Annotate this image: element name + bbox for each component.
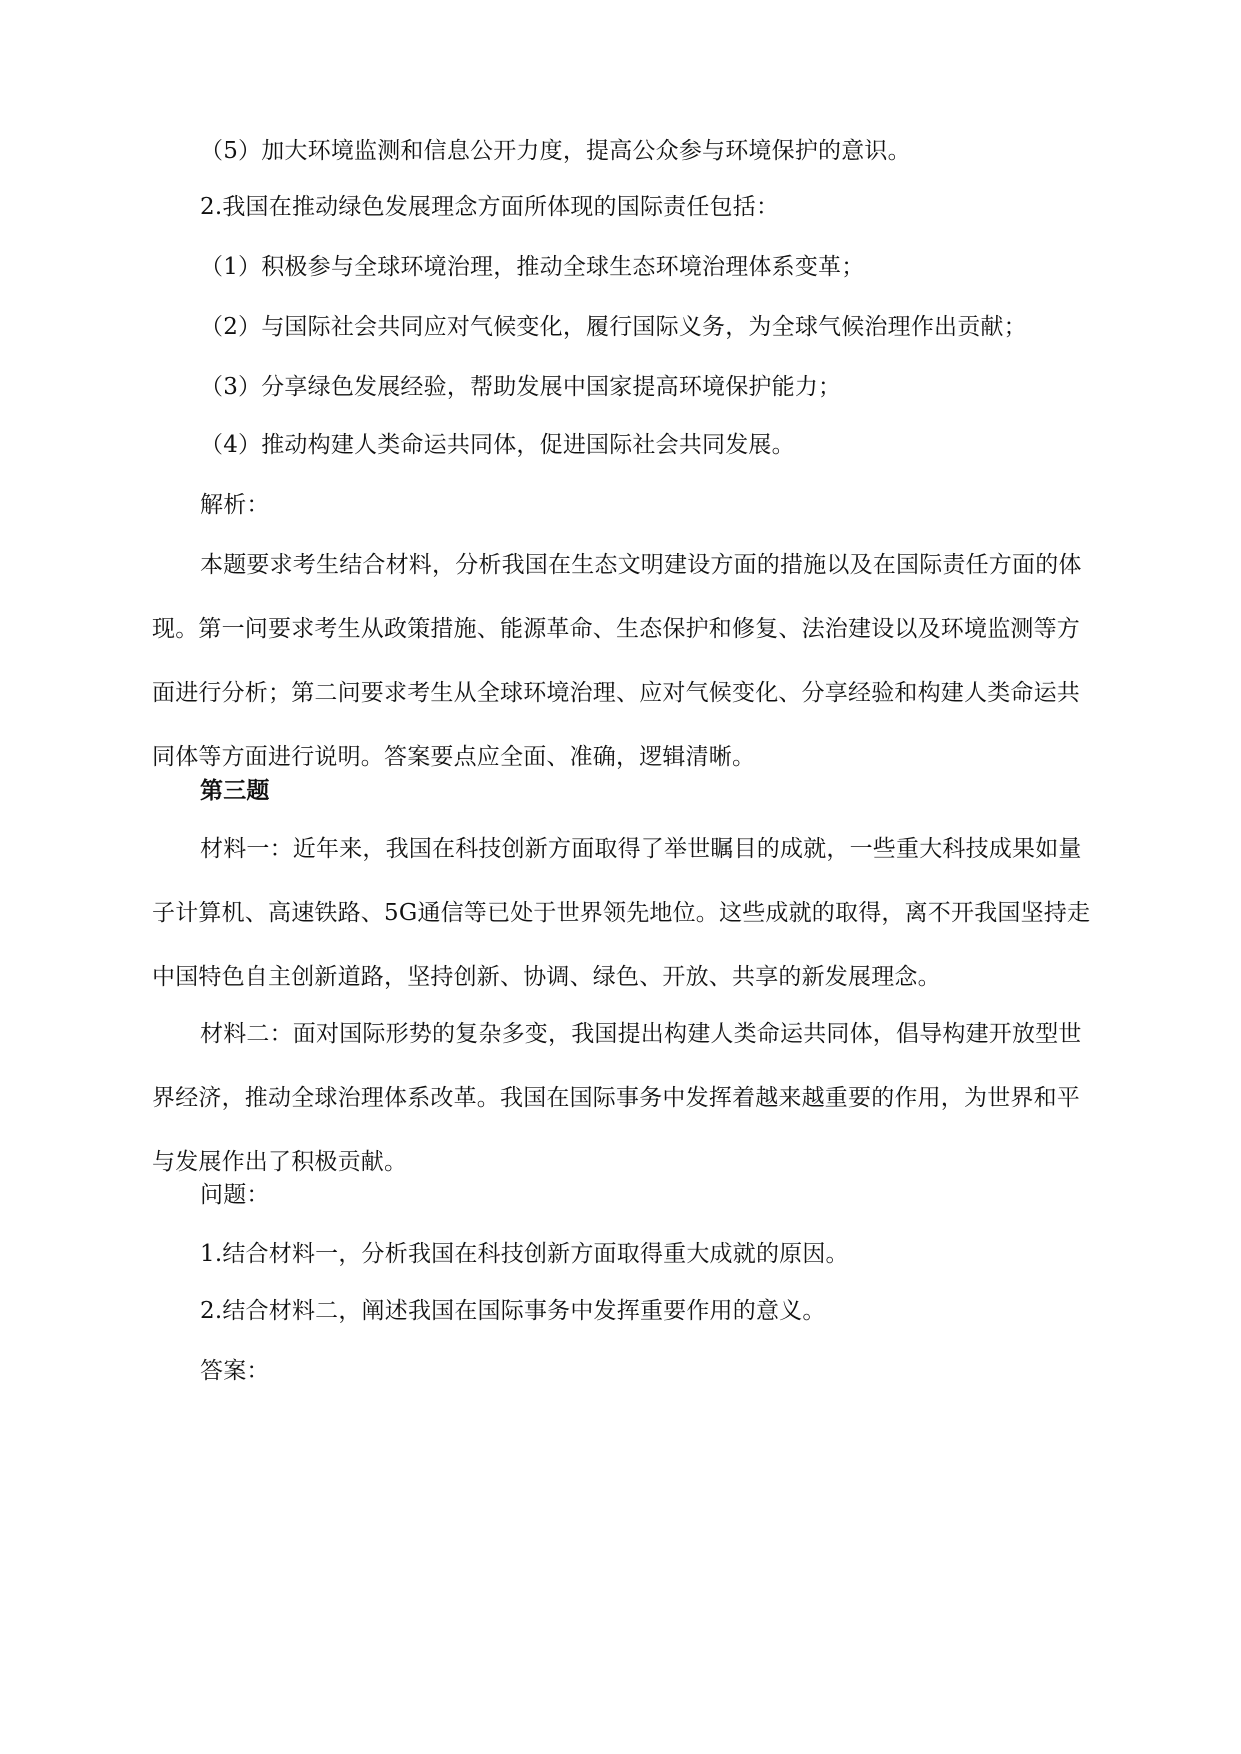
answer-item-2: （2）与国际社会共同应对气候变化，履行国际义务，为全球气候治理作出贡献； (200, 314, 1027, 340)
answer-question-2-heading: 2.我国在推动绿色发展理念方面所体现的国际责任包括： (200, 194, 780, 220)
section-title-third: 第三题 (200, 777, 270, 804)
analysis-paragraph: 本题要求考生结合材料，分析我国在生态文明建设方面的措施以及在国际责任方面的体现。第一问要求考生从政策措施、能源革命、生态保护和修复、法治建设以及环境监测等方面进行分析；第二问要求考生从全球环境治理、应对气候变化、分享经验和构建人类命运共同体等方面进行说明。答案要点应全面、准确，逻辑清晰。 (152, 552, 1082, 770)
answer-item-3: （3）分享绿色发展经验，帮助发展中国家提高环境保护能力； (200, 374, 842, 400)
answer-label: 答案： (200, 1358, 270, 1384)
material-one-paragraph: 材料一：近年来，我国在科技创新方面取得了举世瞩目的成就，一些重大科技成果如量子计算机、高速铁路、5G通信等已处于世界领先地位。这些成就的取得，离不开我国坚持走中国特色自主创新道路，坚持创新、协调、绿色、开放、共享的新发展理念。 (152, 836, 1091, 990)
question-label: 问题： (200, 1182, 270, 1208)
answer-item-1: （1）积极参与全球环境治理，推动全球生态环境治理体系变革； (200, 254, 865, 280)
question-2: 2.结合材料二，阐述我国在国际事务中发挥重要作用的意义。 (200, 1298, 826, 1324)
material-two-paragraph: 材料二：面对国际形势的复杂多变，我国提出构建人类命运共同体，倡导构建开放型世界经济，推动全球治理体系改革。我国在国际事务中发挥着越来越重要的作用，为世界和平与发展作出了积极贡献。 (152, 1021, 1082, 1175)
answer-item-4: （4）推动构建人类命运共同体，促进国际社会共同发展。 (200, 432, 795, 458)
analysis-label: 解析： (200, 492, 270, 518)
answer-item-5: （5）加大环境监测和信息公开力度，提高公众参与环境保护的意识。 (200, 138, 911, 164)
question-1: 1.结合材料一，分析我国在科技创新方面取得重大成就的原因。 (200, 1241, 849, 1267)
